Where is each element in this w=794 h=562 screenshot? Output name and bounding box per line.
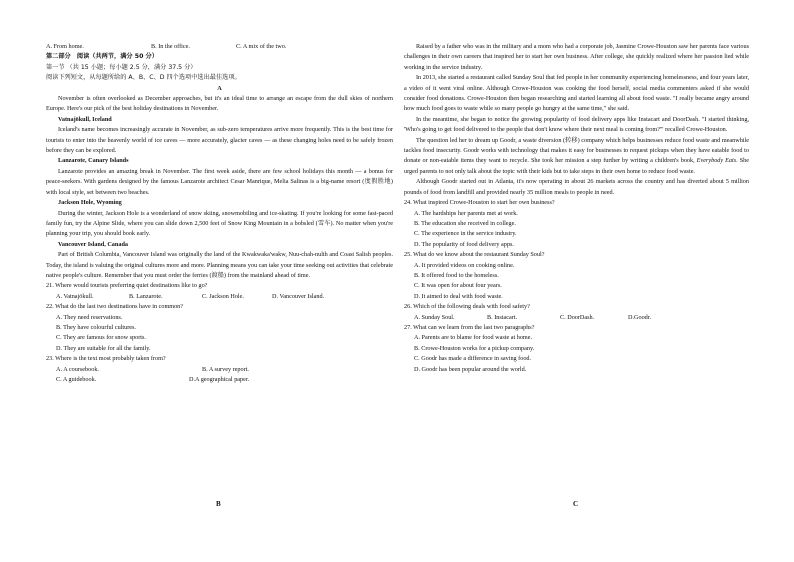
q24-option-b: B. The education she received in college. xyxy=(414,219,516,227)
destination-4-text: Part of British Columbia, Vancouver Island was originally the land of the Kwakwaka'wakw, Nuu-chah-nulth and Coast Salish peoples. Today, the island is valuing the original cultures more and more. Planning means you can take your time seeking out activities that celebrate native people's culture. Remember that you must order the ferries (渡船) from the mainland ahead of time. xyxy=(46,251,393,279)
q24-option-c: C. The experience in the service industry. xyxy=(414,230,517,238)
question-22: 22. What do the last two destinations have in common? xyxy=(46,303,184,311)
q21-option-b: B. Lanzarote. xyxy=(129,292,163,300)
q26-option-a: A. Sunday Soul. xyxy=(414,313,455,321)
q27-option-d: D. Goodr has been popular around the world. xyxy=(414,365,527,373)
question-24: 24. What inspired Crowe-Houston to start her own business? xyxy=(404,199,555,207)
destination-1-title: Vatnajökull, Iceland xyxy=(58,115,112,123)
q21-option-d: D. Vancouver Island. xyxy=(272,292,325,300)
question-21-options xyxy=(56,292,393,302)
q25-option-b: B. It offered food to the homeless. xyxy=(414,271,499,279)
q27-option-a: A. Parents are to blame for food waste at home. xyxy=(414,334,533,342)
q26-option-d: D.Goodr. xyxy=(628,313,652,321)
option-b: B. In the office. xyxy=(151,43,190,50)
instruction: 阅读下列短文，从每题所给的 A、B、C、D 四个选项中选出最佳选项。 xyxy=(46,74,241,82)
option-a: A. From home. xyxy=(46,43,84,50)
question-26: 26. Which of the following deals with food safety? xyxy=(404,303,530,311)
q22-option-d: D. They are suitable for all the family. xyxy=(56,344,151,352)
page-label-left: B xyxy=(216,500,221,508)
destination-1-text: Iceland's name becomes increasingly accurate in November, as sub-zero temperatures arrive more frequently. This is the best time for tourists to enter into the heavenly world of ice caves — more accurately, glacier caves — as these changing holes need to be safely frozen before they can be explored. xyxy=(46,126,393,155)
prev-question-options xyxy=(46,42,393,52)
option-c: C. A mix of the two. xyxy=(236,43,287,50)
article-paragraph-3: In the meantime, she began to notice the growing popularity of food delivery apps like Instacart and DoorDash. "I started thinking, 'Who's going to get food delivered to the people that don't know where their next meal is coming from?'" recalled Crowe-Houston. xyxy=(404,115,749,134)
question-25: 25. What do we know about the restaurant Sunday Soul? xyxy=(404,251,545,259)
destination-2-text: Lanzarote provides an amazing break in November. The first week aside, there are few school holidays this month — a bonus for peace-seekers. With gardens designed by the famous Lanzarote architect Cesar Manrique, Melia Salinas is a big-name resort (度假胜地) with local style, set between two beaches. xyxy=(46,167,393,196)
q23-option-b: B. A survey report. xyxy=(202,365,249,373)
q25-option-d: D. It aimed to deal with food waste. xyxy=(414,292,503,300)
q26-option-c: C. DoorDash. xyxy=(560,313,595,321)
article-paragraph-4 xyxy=(404,136,749,178)
destination-3-title: Jackson Hole, Wyoming xyxy=(58,199,122,207)
question-23-options-2 xyxy=(56,375,393,385)
question-26-options xyxy=(414,313,749,323)
section1-title: 第一节 （共 15 小题；每小题 2.5 分，满分 37.5 分） xyxy=(46,63,197,71)
q22-option-c: C. They are famous for snow sports. xyxy=(56,334,146,342)
part2-title: 第二部分 阅读（共两节，满分 50 分） xyxy=(46,53,158,61)
right-column xyxy=(404,42,749,375)
destination-2-title: Lanzarote, Canary Islands xyxy=(58,157,129,165)
page-label-right: C xyxy=(573,500,579,508)
question-27: 27. What can we learn from the last two paragraphs? xyxy=(404,323,535,331)
q27-option-c: C. Goodr has made a difference in saving food. xyxy=(414,355,532,363)
article-paragraph-2: In 2013, she started a restaurant called Sunday Soul that fed people in her community experiencing homelessness, and four years later, a video of it went viral online. Although Crowe-Houston was cooking the food herself, social media commenters asked if she would consider food donations. Crowe-Houston then began researching and started learning all about food waste. "I really became angry around how much food goes to waste while so many people go hungry at the same time," she said. xyxy=(404,74,749,113)
q26-option-b: B. Instacart. xyxy=(487,313,518,321)
question-23: 23. Where is the text most probably taken from? xyxy=(46,355,166,363)
q23-option-c: C. A guidebook. xyxy=(56,376,97,383)
question-21: 21. Where would tourists preferring quiet destinations like to go? xyxy=(46,282,208,290)
q21-option-a: A. Vatnajökull. xyxy=(56,292,94,300)
destination-3-text: During the winter, Jackson Hole is a wonderland of snow skiing, snowmobiling and ice-skating. If you're looking for some fast-paced family fun, try the Alpine Slide, where you can slide down 2,500 feet of Snow King Mountain in a bobsled (雪车). No matter when you're planning your trip, you should book early. xyxy=(46,209,393,238)
q23-option-d: D.A geographical paper. xyxy=(189,376,250,383)
q27-option-b: B. Crowe-Houston works for a pickup company. xyxy=(414,344,535,352)
question-23-options-1 xyxy=(56,365,393,375)
paragraph-4-part-1: The question led her to dream up Goodr, a waste diversion (转移) company which helps businesses reduce food waste and meanwhile tackles food insecurity. Goodr works with technology that makes it easy for businesses to request pickups when they have eatable food to donate or non-eatable items they want to recycle. She took her mission a step further by writing a children's book, xyxy=(404,136,749,165)
q24-option-a: A. The hardships her parents met at work. xyxy=(414,209,518,217)
q24-option-d: D. The popularity of food delivery apps. xyxy=(414,240,514,248)
q25-option-a: A. It provided videos on cooking online. xyxy=(414,261,515,269)
q22-option-a: A. They need reservations. xyxy=(56,313,123,321)
destination-4-title: Vancouver Island, Canada xyxy=(58,240,128,248)
passage-intro: November is often overlooked as December approaches, but it's an ideal time to arrange an escape from the dull skies of northern Europe. Here's our pick of the best holiday destinations in November. xyxy=(46,95,393,113)
article-paragraph-1: Raised by a father who was in the military and a mom who had a corporate job, Jasmine Crowe-Houston saw her parents face various challenges in their own careers that inspired her to start her own business. After college, she quickly realized where her passion lied while working in the service industry. xyxy=(404,43,749,71)
q21-option-c: C. Jackson Hole. xyxy=(202,292,244,300)
passage-label-a: A xyxy=(217,84,222,92)
article-paragraph-5: Although Goodr started out in Atlanta, it's now operating in about 26 markets across the country and has diverted about 5 million pounds of food from landfill and provided nearly 35 million meals to people in need. xyxy=(404,178,749,196)
book-title: Everybody Eats xyxy=(696,157,737,165)
q25-option-c: C. It was open for about four years. xyxy=(414,282,502,290)
q23-option-a: A. A coursebook. xyxy=(56,365,99,373)
left-column xyxy=(46,42,393,385)
q22-option-b: B. They have colourful cultures. xyxy=(56,323,136,331)
paragraph-4-part-2: . She urged parents to not only talk about the topic with their kids but to take steps in their own home to reduce food waste. xyxy=(404,157,750,175)
